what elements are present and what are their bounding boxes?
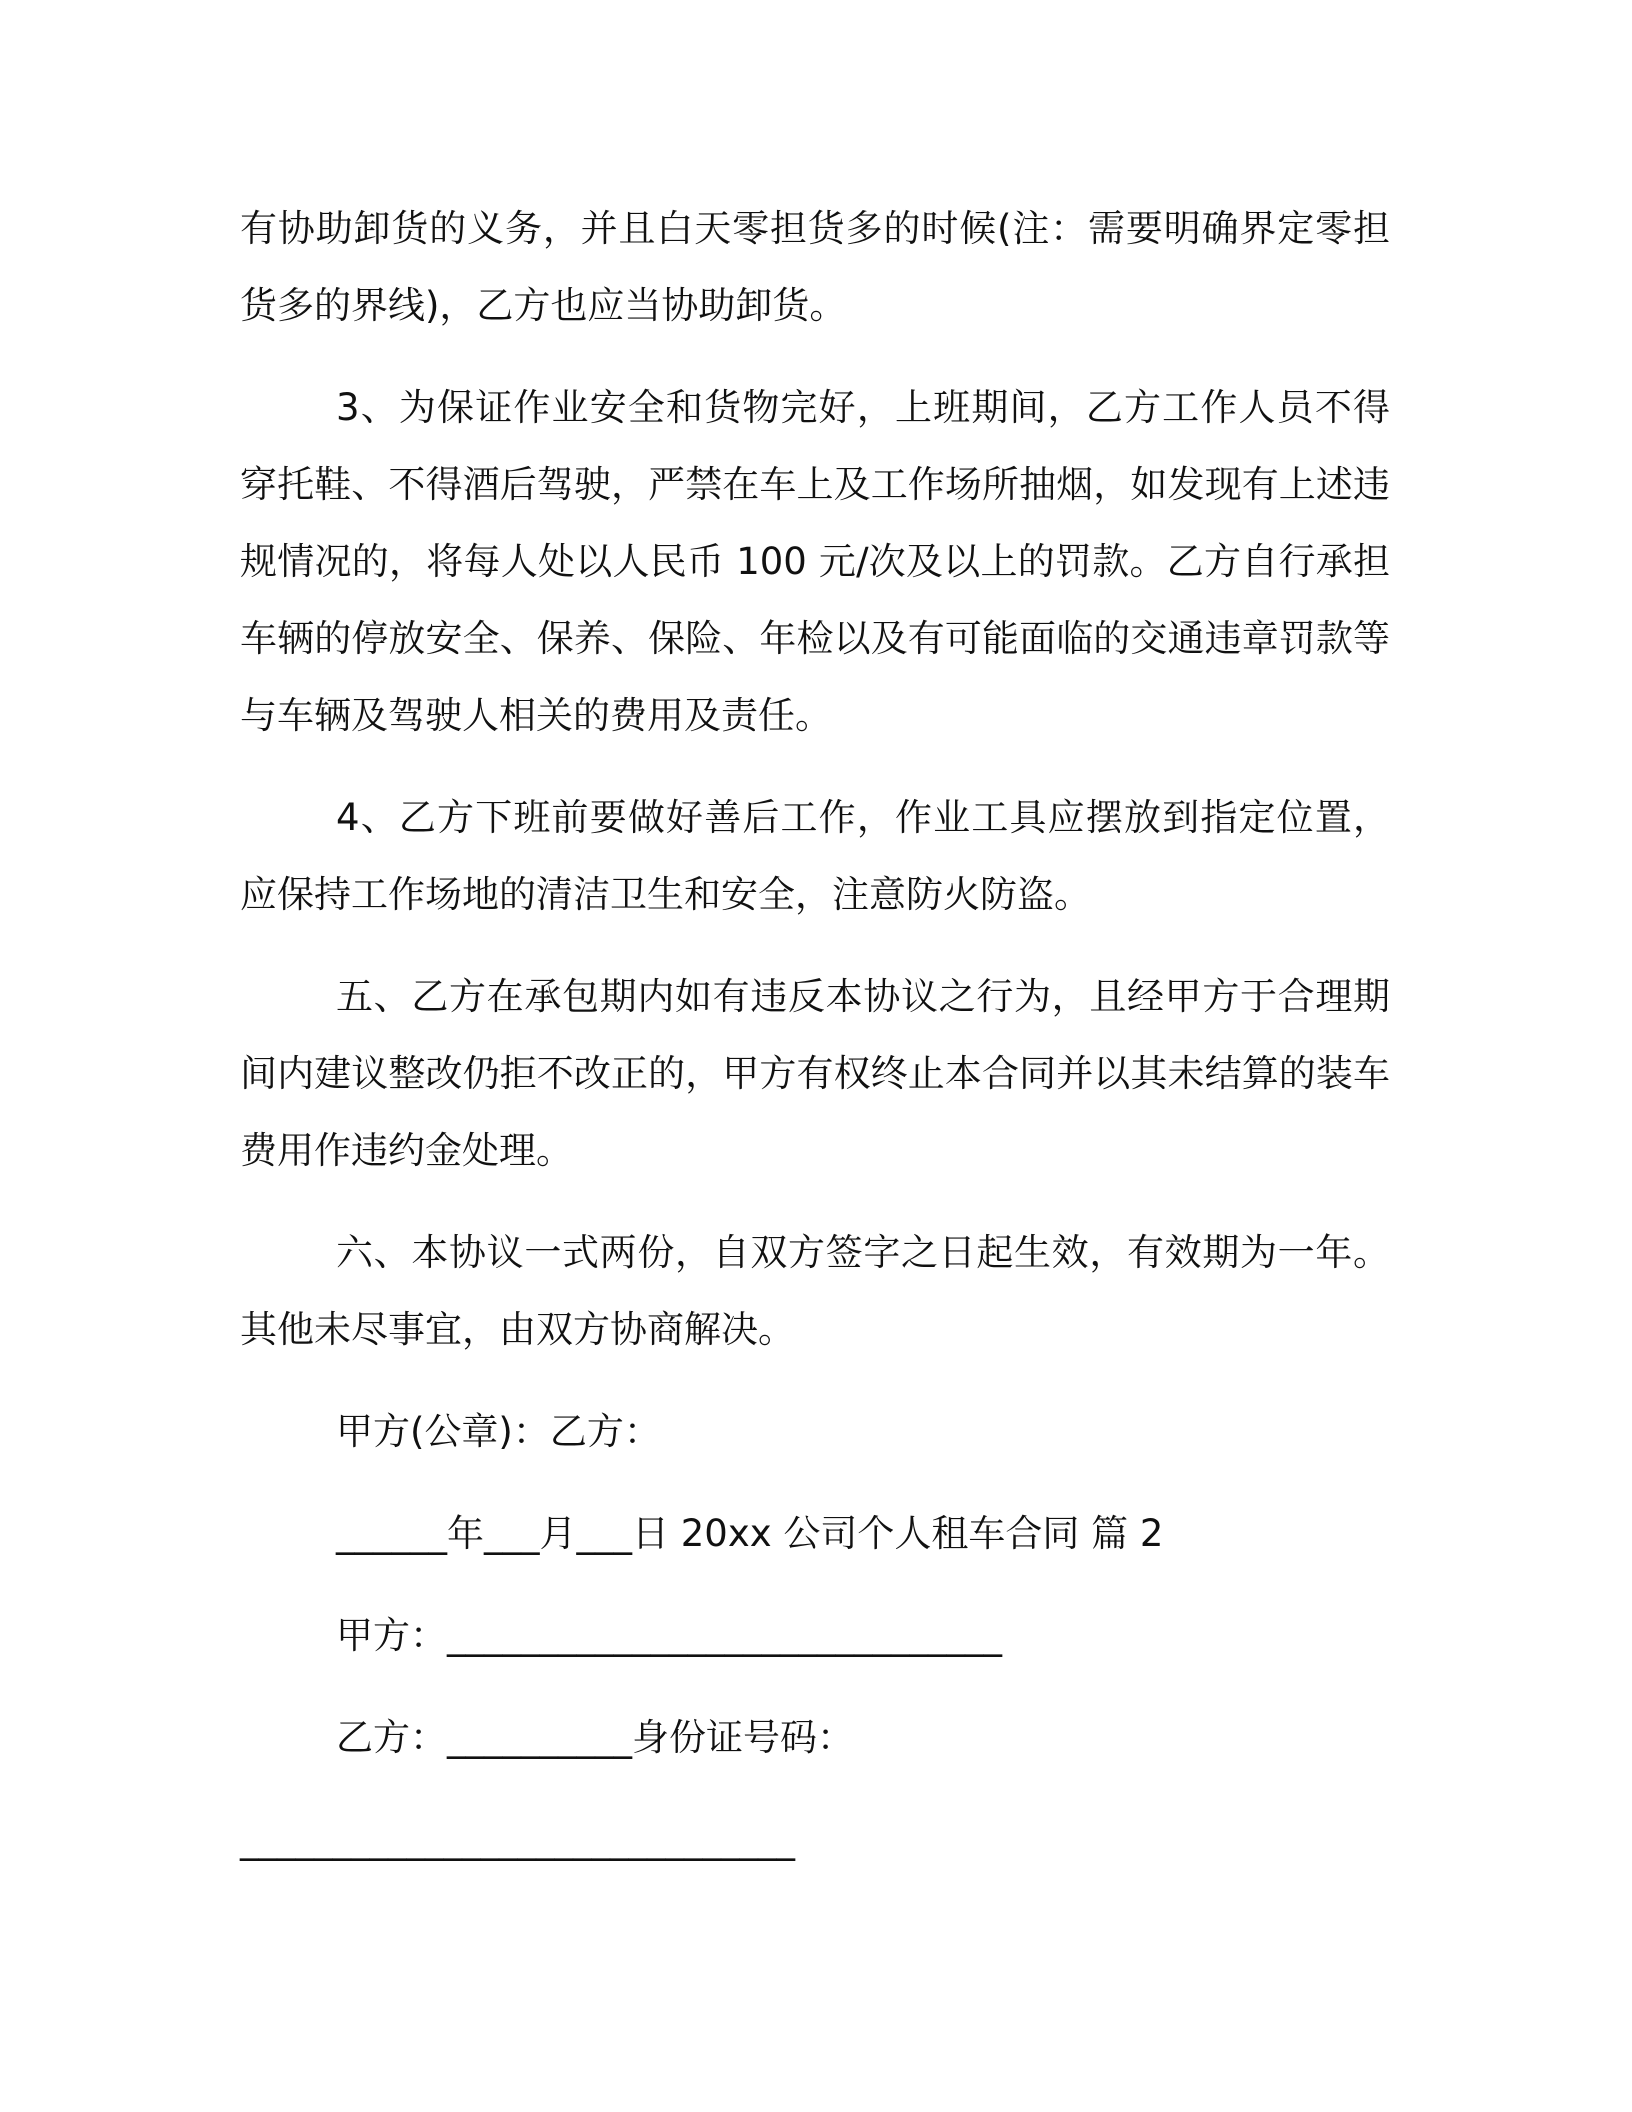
document-page	[240, 190, 1390, 1903]
signature-line: 甲方(公章)：乙方：	[336, 1410, 661, 1453]
paragraph-clause-3: 3、为保证作业安全和货物完好，上班期间，乙方工作人员不得穿托鞋、不得酒后驾驶，严禁在车上及工作场所抽烟，如发现有上述违规情况的，将每人处以人民币 100 元/次及以上的罚款。乙方自行承担车辆的停放安全、保养、保险、年检以及有可能面临的交通违章罚款等与车辆及驾驶人相关的费用及责任。	[240, 386, 1390, 737]
paragraph-continuation: 有协助卸货的义务，并且白天零担货多的时候(注：需要明确界定零担货多的界线)，乙方也应当协助卸货。	[240, 207, 1390, 327]
paragraph-clause-five: 五、乙方在承包期内如有违反本协议之行为，且经甲方于合理期间内建议整改仍拒不改正的，甲方有权终止本合同并以其未结算的装车费用作违约金处理。	[240, 975, 1390, 1172]
blank-id-line: ______________________________	[240, 1818, 795, 1861]
party-b-line: 乙方：__________身份证号码：	[336, 1716, 854, 1759]
paragraph-clause-4: 4、乙方下班前要做好善后工作，作业工具应摆放到指定位置，应保持工作场地的清洁卫生和安全，注意防火防盗。	[240, 796, 1390, 916]
paragraph-clause-six: 六、本协议一式两份，自双方签字之日起生效，有效期为一年。其他未尽事宜，由双方协商解决。	[240, 1231, 1390, 1351]
date-title-line: ______年___月___日 20xx 公司个人租车合同 篇 2	[336, 1512, 1164, 1555]
party-a-line: 甲方：______________________________	[336, 1614, 1002, 1657]
